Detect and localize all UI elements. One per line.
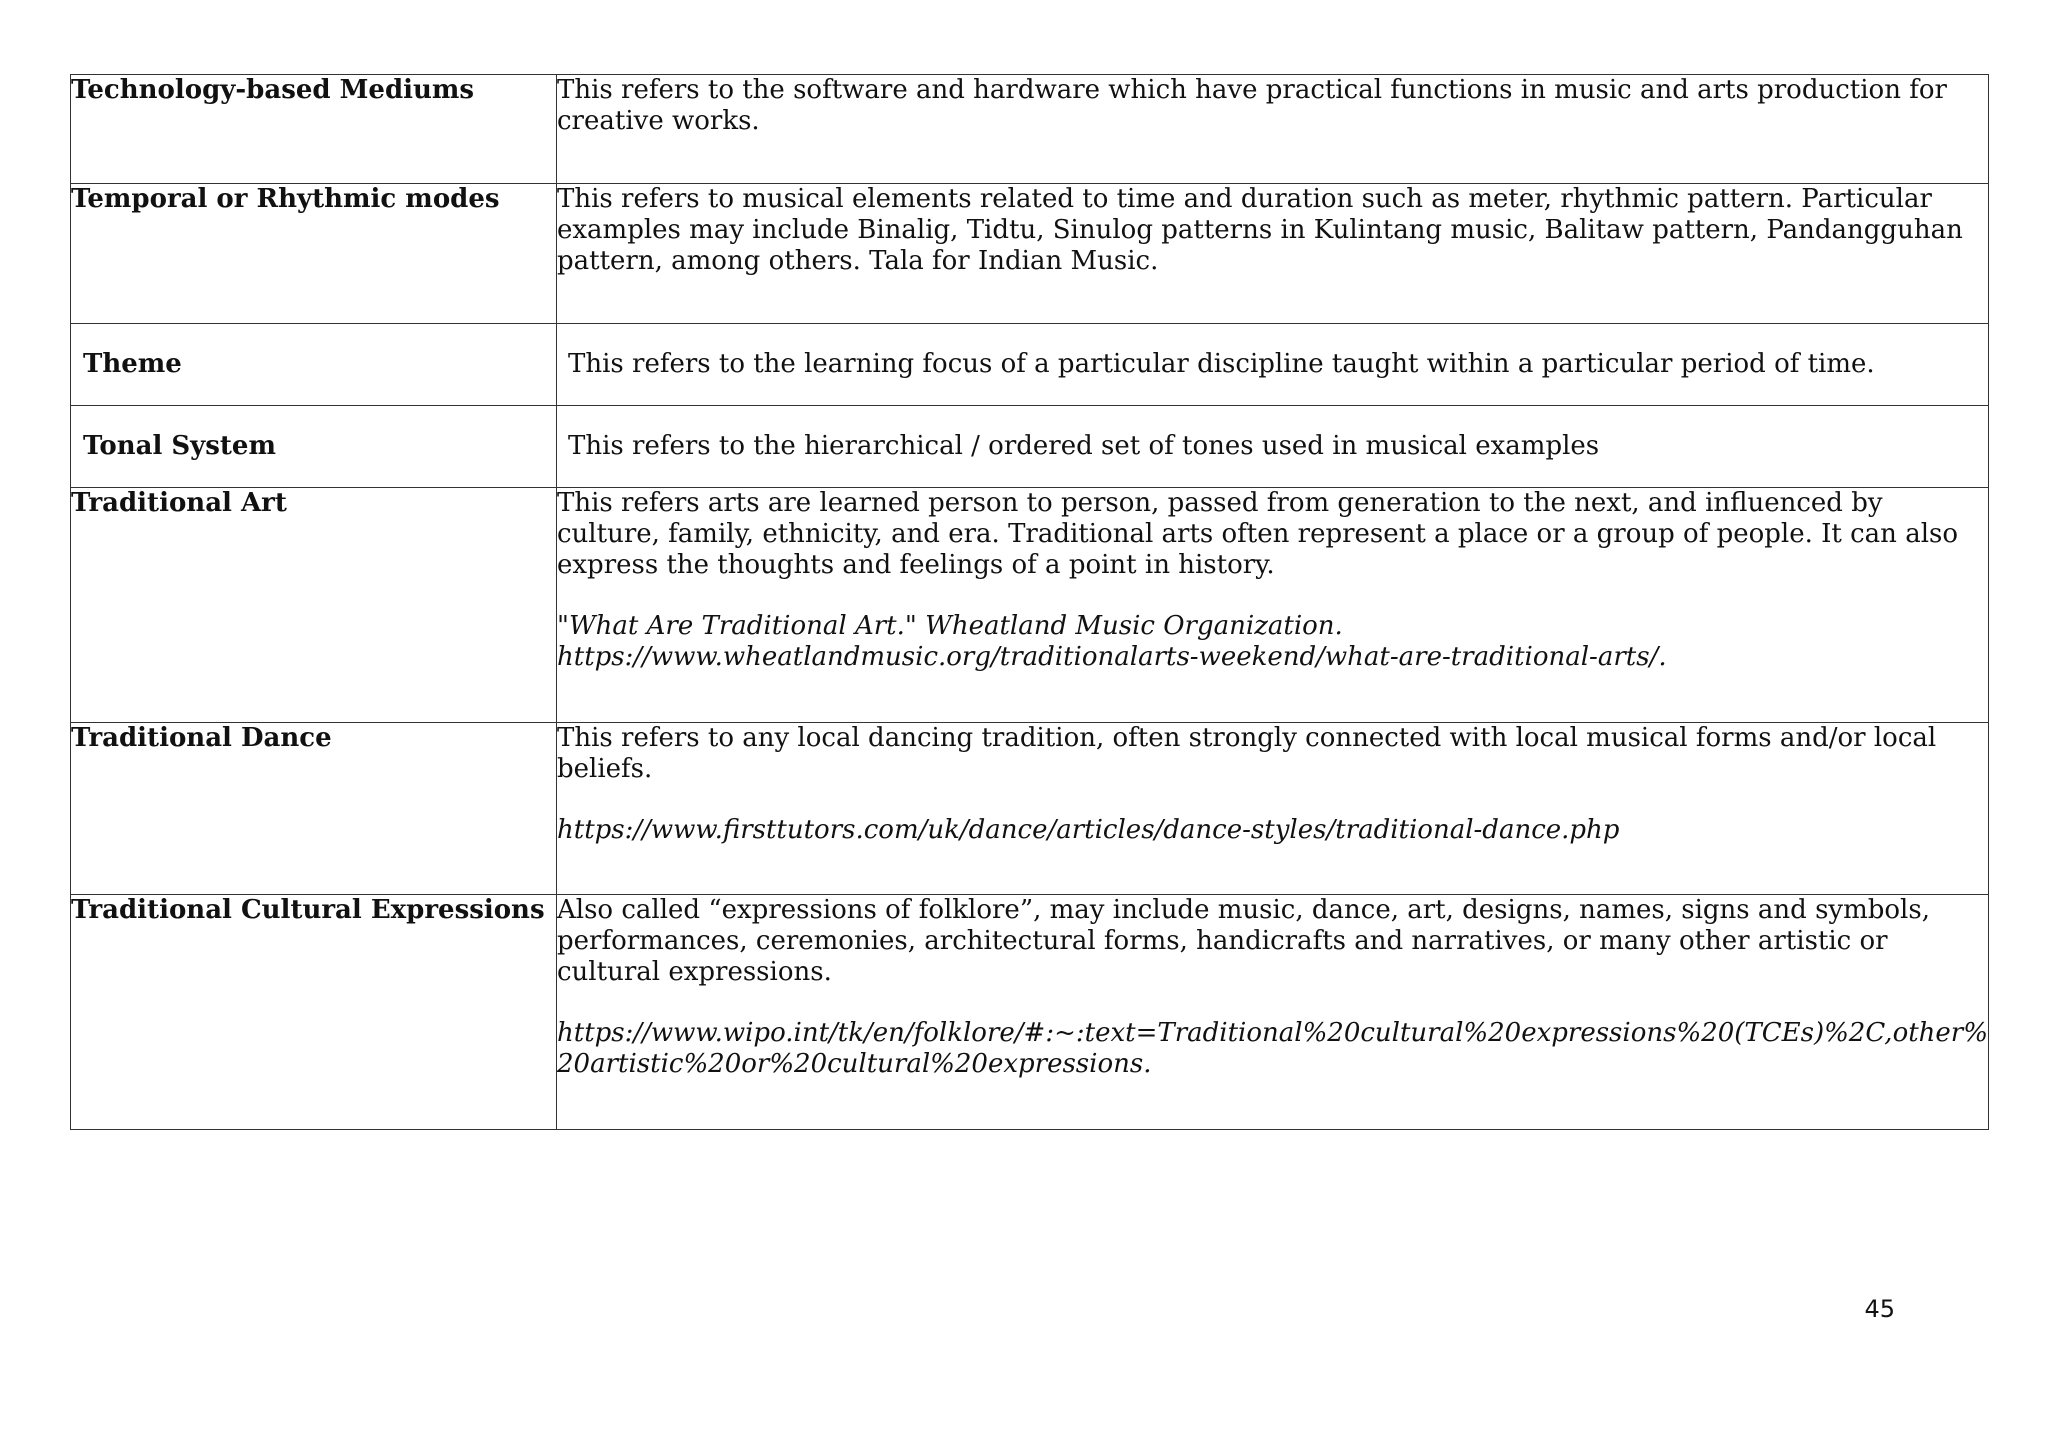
table-row: [71, 895, 1989, 1130]
glossary-term: Theme: [71, 324, 557, 406]
table-row: [71, 75, 1989, 184]
glossary-term: Temporal or Rhythmic modes: [71, 184, 557, 324]
table-row: [71, 184, 1989, 324]
glossary-definition: Also called “expressions of folklore”, may include music, dance, art, designs, names, signs and symbols, performances, ceremonies, architectural forms, handicrafts and narratives, or many other artistic or cultural expressions.: [557, 895, 1930, 987]
glossary-definition: This refers to musical elements related to time and duration such as meter, rhythmic pattern. Particular examples may include Binalig, Tidtu, Sinulog patterns in Kulintang music, Balitaw pattern, Pandangguhan pattern, among others. Tala for Indian Music.: [557, 184, 1963, 276]
page-number: 45: [1864, 1295, 1895, 1323]
glossary-definition-cell: [557, 488, 1989, 723]
glossary-definition-cell: [557, 406, 1989, 488]
glossary-source-citation: https://www.firsttutors.com/uk/dance/articles/dance-styles/traditional-dance.php: [557, 815, 1620, 845]
glossary-definition-cell: [557, 75, 1989, 184]
glossary-definition: This refers to the learning focus of a particular discipline taught within a particular period of time.: [568, 349, 1875, 379]
glossary-definition-cell: [557, 184, 1989, 324]
glossary-source-citation: "What Are Traditional Art." Wheatland Music Organization. https://www.wheatlandmusic.org/traditionalarts-weekend/what-are-traditional-arts/.: [557, 611, 1667, 672]
glossary-definition: This refers to the software and hardware which have practical functions in music and arts production for creative works.: [557, 75, 1947, 136]
table-row: [71, 723, 1989, 895]
glossary-definition-cell: [557, 324, 1989, 406]
table-row: [71, 324, 1989, 406]
glossary-definition-cell: [557, 723, 1989, 895]
glossary-source-citation: https://www.wipo.int/tk/en/folklore/#:~:text=Traditional%20cultural%20expressions%20(TCEs)%2C,other%20artistic%20or%20cultural%20expressions.: [557, 1018, 1988, 1079]
glossary-definition-cell: [557, 895, 1989, 1130]
glossary-term: Traditional Cultural Expressions: [71, 895, 557, 1130]
glossary-definition: This refers to any local dancing tradition, often strongly connected with local musical forms and/or local beliefs.: [557, 723, 1937, 784]
glossary-term: Tonal System: [71, 406, 557, 488]
glossary-term: Traditional Dance: [71, 723, 557, 895]
table-row: [71, 488, 1989, 723]
glossary-definition: This refers to the hierarchical / ordered set of tones used in musical examples: [568, 431, 1600, 461]
table-row: [71, 406, 1989, 488]
glossary-table: [70, 74, 1989, 1130]
glossary-term: Traditional Art: [71, 488, 557, 723]
glossary-term: Technology-based Mediums: [71, 75, 557, 184]
glossary-definition: This refers arts are learned person to person, passed from generation to the next, and influenced by culture, family, ethnicity, and era. Traditional arts often represent a place or a group of people. It can also express the thoughts and feelings of a point in history.: [557, 488, 1959, 580]
